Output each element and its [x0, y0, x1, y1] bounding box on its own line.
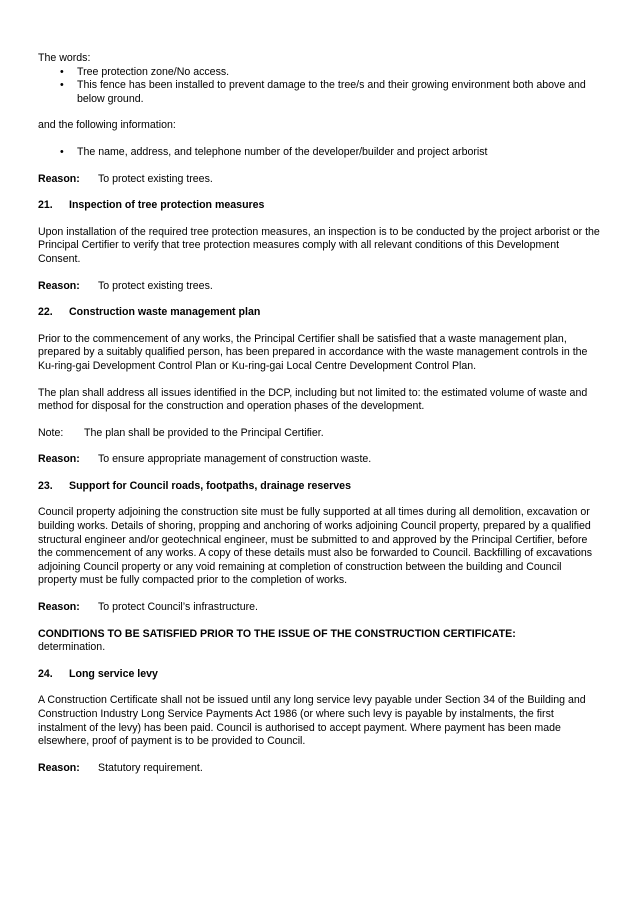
- reason-paragraph: [38, 280, 602, 294]
- section-body: The plan shall address all issues identified in the DCP, including but not limited to: the estimated volume of waste and method for disposal for the construction and operation phases of the development.: [38, 386, 588, 413]
- words-label: The words:: [38, 52, 91, 64]
- section-number: 22.: [38, 306, 53, 319]
- section-heading-21: [38, 199, 602, 213]
- reason-label: Reason:: [38, 172, 80, 185]
- section-number: 24.: [38, 667, 53, 680]
- reason-text: To protect existing trees.: [98, 172, 213, 185]
- list-item: • The name, address, and telephone number of the developer/builder and project arborist: [38, 146, 602, 160]
- note-paragraph: [38, 427, 602, 441]
- section-heading-23: [38, 480, 602, 494]
- reason-paragraph: [38, 762, 602, 776]
- reason-text: To protect Council’s infrastructure.: [98, 601, 258, 614]
- following-label: and the following information:: [38, 119, 176, 132]
- conditions-subtext: determination.: [38, 641, 106, 654]
- section-title: Long service levy: [69, 667, 158, 680]
- reason-paragraph: [38, 601, 602, 615]
- info-list: [38, 146, 602, 160]
- section-title: Construction waste management plan: [69, 306, 261, 319]
- section-title: Inspection of tree protection measures: [69, 199, 265, 212]
- section-title: Support for Council roads, footpaths, drainage reserves: [69, 479, 351, 492]
- section-body: Prior to the commencement of any works, the Principal Certifier shall be satisfied that a waste management plan, prepared by a suitably qualified person, has been prepared in accordance with the waste management controls in the Ku-ring-gai Development Control Plan or Ku-ring-gai Local Centre Development Control Plan.: [38, 332, 588, 372]
- following-block: [38, 119, 602, 159]
- reason-text: To ensure appropriate management of construction waste.: [98, 453, 372, 466]
- section-heading-22: [38, 306, 602, 320]
- signage-words-block: [38, 52, 602, 106]
- section-body: A Construction Certificate shall not be issued until any long service levy payable under Section 34 of the Building and Construction Industry Long Service Payments Act 1986 (or where such levy is payable by instalments, the first instalment of the levy) has been paid. Council is authorised to accept payment. Where payment has been made elsewhere, proof of payment is to be provided to Council.: [38, 694, 586, 748]
- reason-label: Reason:: [38, 453, 80, 466]
- reason-label: Reason:: [38, 279, 80, 292]
- section-body: Council property adjoining the construction site must be fully supported at all times during all demolition, excavation or building works. Details of shoring, propping and anchoring of works adjoining Council property, prepared by a qualified structural engineer and/or geotechnical engineer, must be submitted to and approved by the Principal Certifier, before the commencement of any works. A copy of these details must also be forwarded to Council. Backfilling of excavations adjoining Council property or any void remaining at completion of construction between the building and Council property must be fully compacted prior to the completion of works.: [38, 506, 593, 587]
- reason-label: Reason:: [38, 761, 80, 774]
- reason-text: To protect existing trees.: [98, 279, 213, 292]
- reason-label: Reason:: [38, 601, 80, 614]
- section-number: 21.: [38, 199, 53, 212]
- section-heading-24: [38, 668, 602, 682]
- reason-text: Statutory requirement.: [98, 761, 203, 774]
- list-item: • This fence has been installed to prevent damage to the tree/s and their growing environment both above and below ground.: [38, 79, 602, 106]
- note-label: Note:: [38, 426, 64, 439]
- section-number: 23.: [38, 479, 53, 492]
- conditions-heading-block: [38, 628, 602, 655]
- words-list: [38, 66, 602, 107]
- note-text: The plan shall be provided to the Principal Certifier.: [84, 426, 324, 439]
- document-page: [38, 52, 602, 788]
- reason-paragraph: [38, 173, 602, 187]
- list-item: • Tree protection zone/No access.: [38, 66, 602, 80]
- section-body: Upon installation of the required tree protection measures, an inspection is to be conducted by the project arborist or the Principal Certifier to verify that tree protection measures comply with all relevant conditions of this Development Consent.: [38, 225, 600, 265]
- conditions-heading: CONDITIONS TO BE SATISFIED PRIOR TO THE ISSUE OF THE CONSTRUCTION CERTIFICATE:: [38, 627, 516, 640]
- reason-paragraph: [38, 453, 602, 467]
